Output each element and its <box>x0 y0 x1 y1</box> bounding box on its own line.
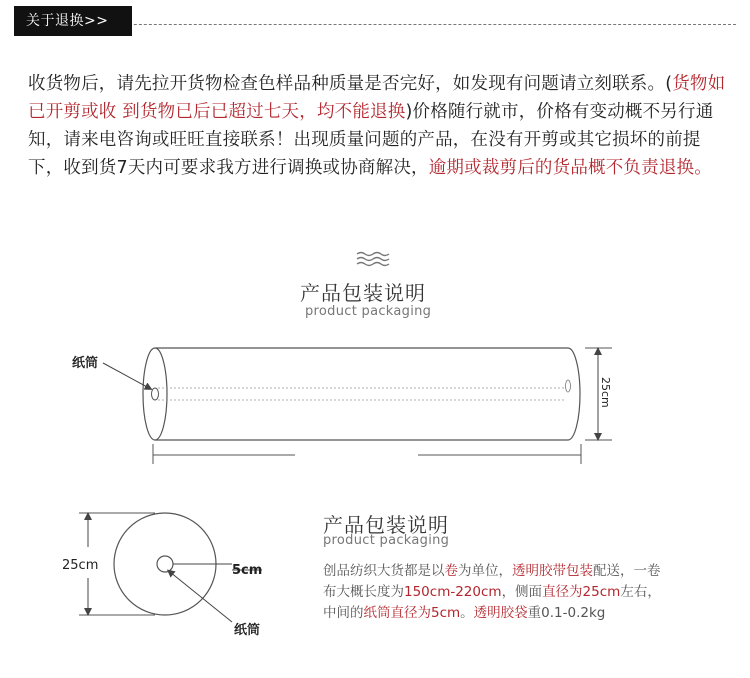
description-segment: ，侧面 <box>501 584 543 600</box>
description-highlight: 卷 <box>444 563 458 579</box>
policy-segment: )价格随行就市，价格有变动概不另行通知，请来电咨询或旺旺直接联系！出现质量问题的产品，在没有开剪或其它损坏的前提下，收到货7天内可要求我方进行调换或协商解决， <box>28 102 714 178</box>
description-highlight: 纸筒直径为5cm <box>363 605 461 621</box>
tube-label-top: 纸筒 <box>72 356 99 371</box>
description-highlight: 透明胶带包装 <box>512 563 593 579</box>
description-segment: 创品纺织大货都是以 <box>323 563 445 579</box>
description-segment: 为单位， <box>458 563 512 579</box>
packaging-title-top: 产品包装说明 <box>300 281 426 305</box>
description-highlight: 150cm-220cm <box>404 584 502 600</box>
description-highlight: 直径为25cm <box>542 584 621 600</box>
packaging-title-bottom: 产品包装说明 <box>323 513 449 537</box>
core-diameter-label: 5cm <box>232 563 263 578</box>
fabric-roll-side-view <box>143 348 580 440</box>
outer-diameter-label: 25cm <box>62 558 99 573</box>
policy-highlight: 货物如已开剪或收 到货物已后已超过七天，均不能退换 <box>28 74 726 122</box>
section-tag-returns: 关于退换>> <box>14 6 132 36</box>
description-segment: 左右，中间的 <box>323 584 661 621</box>
description-segment: 。 <box>460 605 474 621</box>
description-segment: 重0.1-0.2kg <box>527 605 606 621</box>
description-segment: 配送，一卷布大概长度为 <box>323 563 661 600</box>
packaging-description <box>323 561 668 624</box>
packaging-subtitle-bottom: product packaging <box>323 533 450 548</box>
policy-highlight: 逾期或裁剪后的货品概不负责退换。 <box>428 158 712 178</box>
diameter-label-top: 25cm <box>599 377 612 408</box>
policy-segment: 收货物后，请先拉开货物检查色样品种质量是否完好，如发现有问题请立刻联系。( <box>28 74 673 94</box>
description-highlight: 透明胶袋 <box>473 605 528 621</box>
tube-label-bottom: 纸筒 <box>234 623 261 638</box>
packaging-subtitle-top: product packaging <box>305 304 432 319</box>
